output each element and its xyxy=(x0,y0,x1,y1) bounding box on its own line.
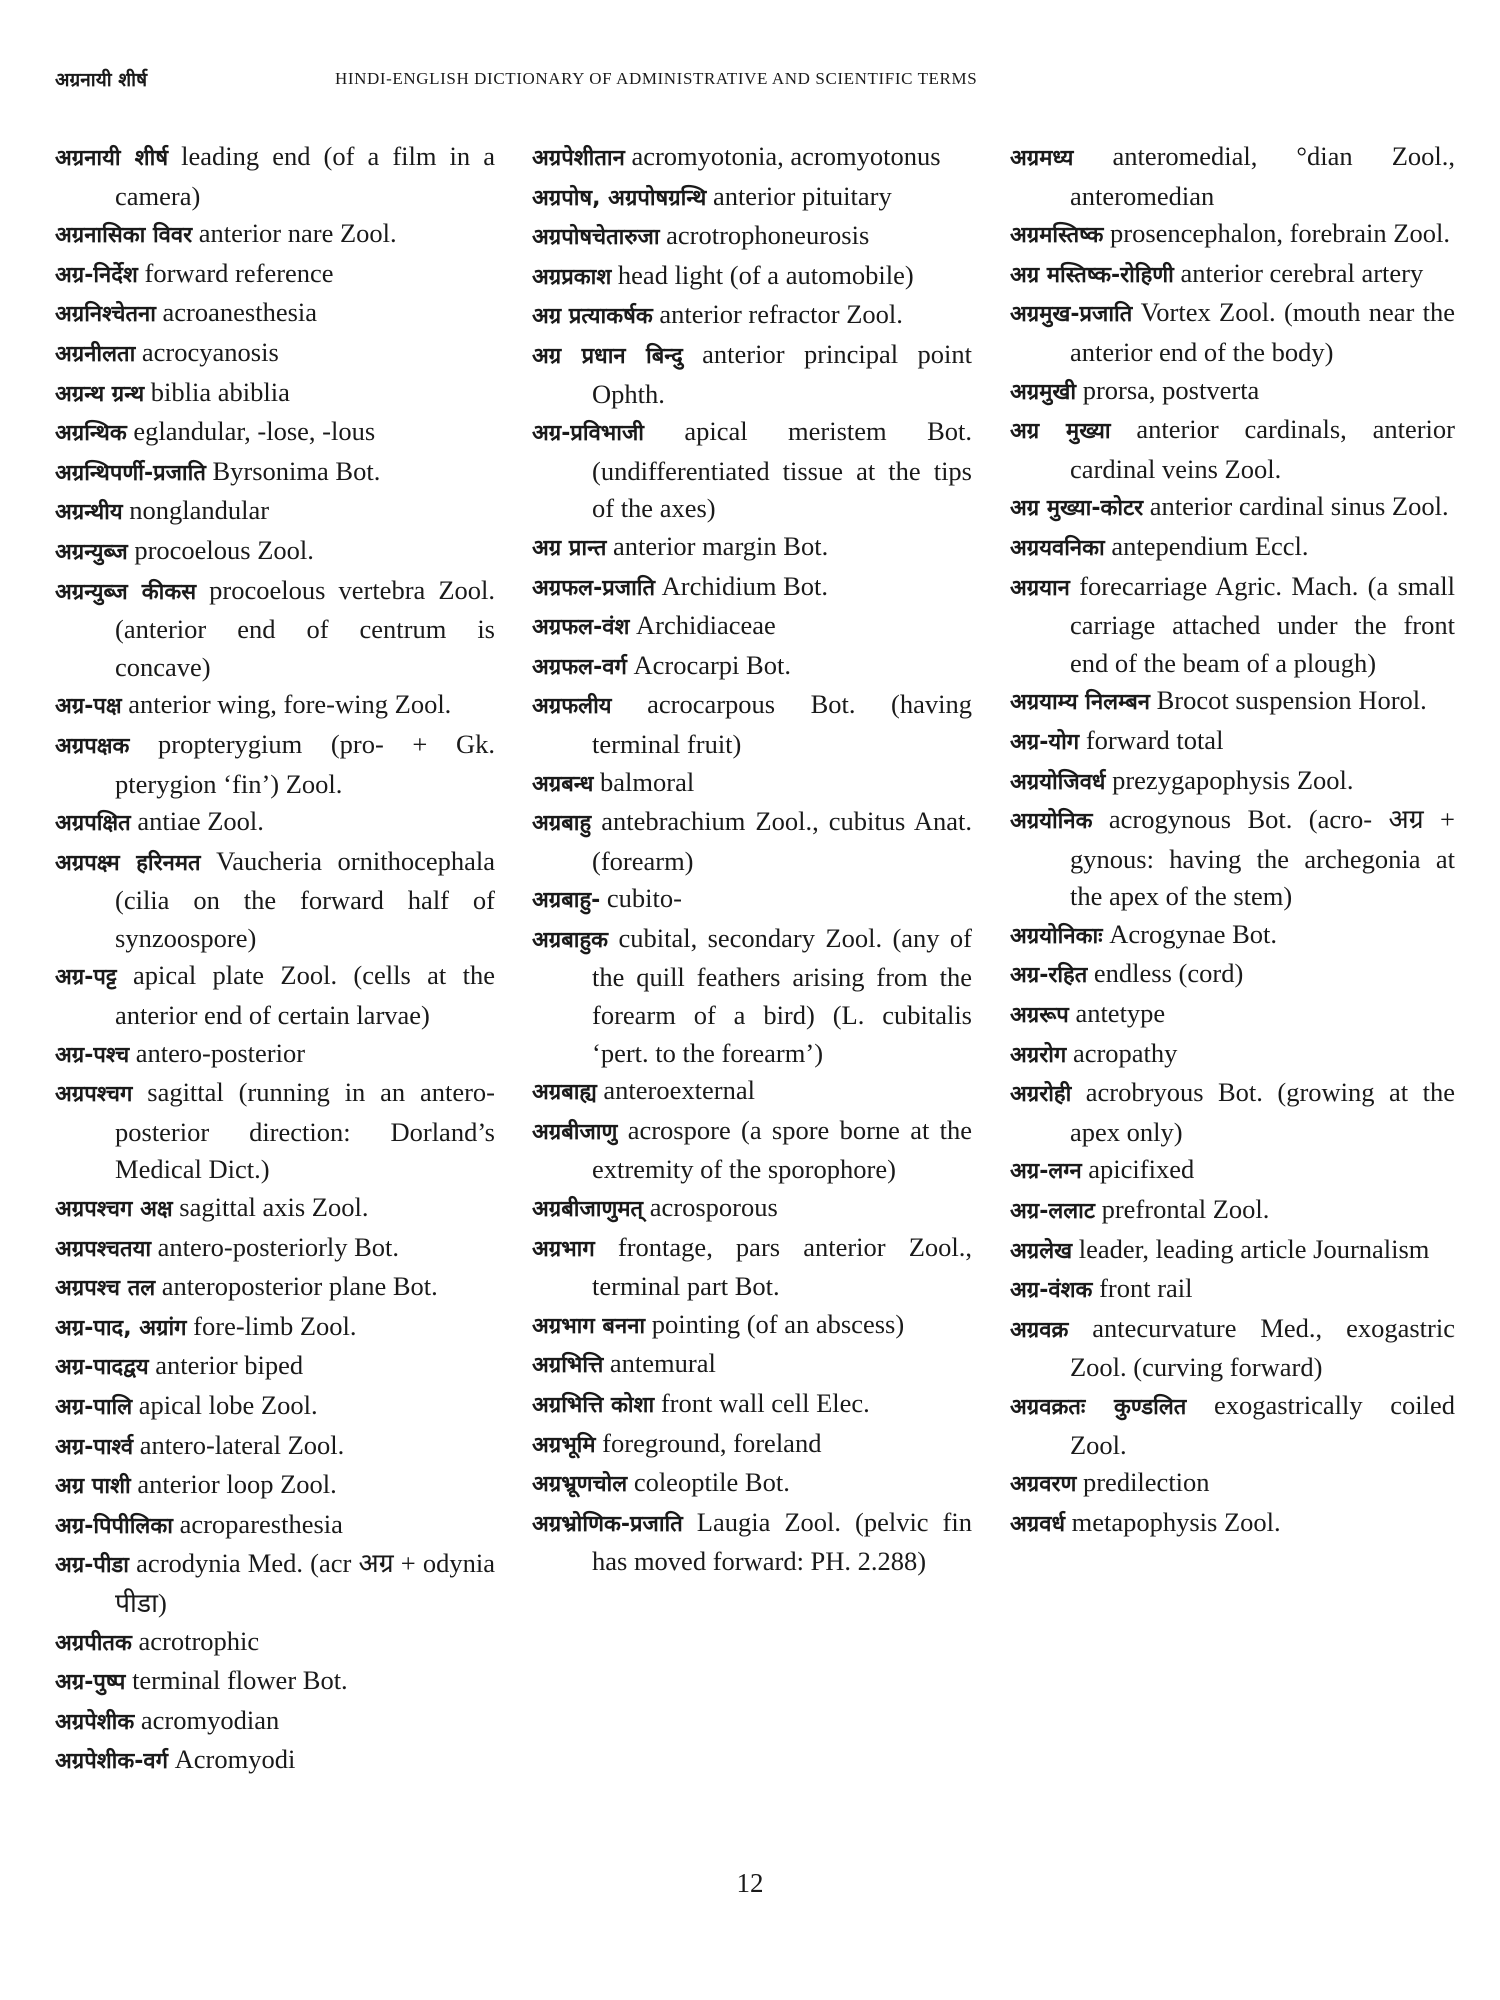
entry-headword: अग्रपक्ष्म हरिनमत xyxy=(55,850,201,876)
dictionary-entry xyxy=(55,726,495,803)
entry-headword: अग्र-निर्देश xyxy=(55,262,138,288)
dictionary-entry xyxy=(532,138,972,178)
entry-headword: अग्र-प्रविभाजी xyxy=(532,421,644,447)
dictionary-entry xyxy=(55,215,495,255)
entry-headword: अग्रयोजिवर्ध xyxy=(1010,769,1106,795)
entry-definition: antetype xyxy=(1075,998,1166,1029)
entry-definition: forward total xyxy=(1085,724,1224,755)
dictionary-entry xyxy=(1010,488,1455,528)
dictionary-entry xyxy=(532,413,972,528)
entry-headword: अग्रबन्ध xyxy=(532,771,594,797)
dictionary-entry xyxy=(55,1189,495,1229)
dictionary-entry xyxy=(55,138,495,215)
entry-definition: anterior cardinals, anterior cardinal veins Zool. xyxy=(1070,414,1455,484)
entry-headword: अग्रबाहु xyxy=(532,811,592,837)
entry-definition: Vaucheria ornithocephala (cilia on the forward half of synzoospore) xyxy=(115,845,495,953)
entry-headword: अग्रफल-प्रजाति xyxy=(532,575,656,601)
entry-headword: अग्ररोग xyxy=(1010,1042,1067,1068)
entry-headword: अग्रपोष, अग्रपोषग्रन्थि xyxy=(532,185,707,211)
entry-definition: acrospore (a spore borne at the extremity of the sporophore) xyxy=(592,1114,972,1185)
entry-headword: अग्रनिश्चेतना xyxy=(55,302,156,328)
entry-headword: अग्रयवनिका xyxy=(1010,535,1105,561)
entry-definition: head light (of a automobile) xyxy=(617,259,914,290)
dictionary-entry xyxy=(532,1306,972,1346)
dictionary-entry xyxy=(532,1112,972,1189)
dictionary-entry xyxy=(1010,916,1455,956)
entry-headword: अग्र-वंशक xyxy=(1010,1278,1093,1304)
entry-definition: front rail xyxy=(1099,1273,1193,1304)
entry-definition: leading end (of a film in a camera) xyxy=(115,141,495,211)
header-headword: अग्रनायी शीर्ष xyxy=(55,69,148,91)
entry-definition: antero-lateral Zool. xyxy=(139,1429,345,1460)
entry-definition: leader, leading article Journalism xyxy=(1078,1233,1430,1264)
dictionary-entry xyxy=(55,255,495,295)
entry-definition: antiae Zool. xyxy=(137,806,264,837)
dictionary-entry xyxy=(532,1464,972,1504)
entry-definition: antero-posteriorly Bot. xyxy=(157,1231,400,1262)
dictionary-entry xyxy=(55,1308,495,1348)
entry-definition: Brocot suspension Horol. xyxy=(1156,685,1427,716)
entry-definition: prefrontal Zool. xyxy=(1101,1194,1270,1225)
entry-definition: coleoptile Bot. xyxy=(633,1467,790,1498)
entry-definition: anterior pituitary xyxy=(712,180,892,211)
entry-definition: acrotrophoneurosis xyxy=(666,220,870,251)
entry-headword: अग्रपोषचेतारुजा xyxy=(532,225,660,251)
dictionary-entry xyxy=(532,880,972,920)
entry-definition: front wall cell Elec. xyxy=(660,1388,870,1418)
dictionary-entry xyxy=(532,336,972,413)
entry-headword: अग्रमस्तिष्क xyxy=(1010,223,1104,249)
entry-headword: अग्रनासिका विवर xyxy=(55,223,193,249)
entry-definition: acromyotonia, acromyotonus xyxy=(631,141,941,171)
entry-definition: eglandular, -lose, -lous xyxy=(133,416,376,447)
dictionary-entry xyxy=(55,572,495,687)
entry-definition: apical plate Zool. (cells at the anterior end of certain larvae) xyxy=(115,960,495,1031)
entry-headword: अग्र-पालि xyxy=(55,1395,133,1420)
entry-headword: अग्रयोनिकाः xyxy=(1010,923,1103,949)
entry-headword: अग्रलेख xyxy=(1010,1238,1073,1264)
entry-definition: anterior principal point Ophth. xyxy=(592,338,972,409)
entry-headword: अग्रपीतक xyxy=(55,1630,132,1656)
entry-headword: अग्रभ्रोणिक-प्रजाति xyxy=(532,1511,683,1537)
entry-headword: अग्रफल-वर्ग xyxy=(532,654,627,680)
entry-definition: Vortex Zool. (mouth near the anterior end of the body) xyxy=(1070,297,1456,367)
entry-definition: sagittal (running in an antero-posterior direction: Dorland’s Medical Dict.) xyxy=(115,1077,495,1185)
dictionary-entry xyxy=(1010,528,1455,568)
dictionary-entry xyxy=(55,1741,495,1781)
entry-definition: prosencephalon, forebrain Zool. xyxy=(1110,218,1450,249)
dictionary-entry xyxy=(1010,722,1455,762)
entry-definition: apical meristem Bot. (undifferentiated tissue at the tips of the axes) xyxy=(592,416,972,524)
dictionary-entry xyxy=(1010,138,1455,215)
entry-definition: Acrocarpi Bot. xyxy=(633,649,791,680)
dictionary-entry xyxy=(55,1387,495,1427)
header-title: HINDI-ENGLISH DICTIONARY OF ADMINISTRATIVE AND SCIENTIFIC TERMS xyxy=(335,69,978,88)
entry-headword: अग्रबीजाणु xyxy=(532,1119,618,1145)
dictionary-entry xyxy=(1010,411,1455,488)
entry-definition: propterygium (pro- + Gk. pterygion ‘fin’) Zool. xyxy=(115,728,495,799)
entry-headword: अग्रपश्चतया xyxy=(55,1236,152,1262)
dictionary-entry xyxy=(55,1662,495,1702)
entry-headword: अग्रवरण xyxy=(1010,1472,1077,1498)
entry-definition: anterior refractor Zool. xyxy=(659,299,903,330)
entry-definition: endless (cord) xyxy=(1093,958,1244,989)
entry-definition: acroanesthesia xyxy=(162,297,318,328)
dictionary-entry xyxy=(1010,372,1455,412)
column-1 xyxy=(55,138,495,1781)
entry-definition: acrogynous Bot. (acro- अग्र + gynous: having the archegonia at the apex of the stem) xyxy=(1070,804,1456,912)
dictionary-entry xyxy=(532,296,972,336)
entry-headword: अग्रबाहुक xyxy=(532,927,609,953)
entry-definition: acrosporous xyxy=(649,1192,778,1223)
dictionary-entry xyxy=(532,528,972,568)
dictionary-entry xyxy=(55,413,495,453)
entry-headword: अग्रवर्ध xyxy=(1010,1511,1065,1537)
dictionary-entry xyxy=(532,1345,972,1385)
entry-headword: अग्र-पादद्वय xyxy=(55,1355,149,1381)
entry-headword: अग्रभित्ति xyxy=(532,1353,604,1379)
entry-definition: predilection xyxy=(1082,1467,1210,1498)
entry-headword: अग्रपश्चग अक्ष xyxy=(55,1197,173,1223)
entry-definition: Archidiaceae xyxy=(636,610,776,641)
entry-definition: anterior margin Bot. xyxy=(613,530,829,561)
entry-headword: अग्र प्रत्याकर्षक xyxy=(532,304,653,330)
dictionary-entry xyxy=(532,1385,972,1425)
dictionary-entry xyxy=(55,1035,495,1075)
dictionary-entry xyxy=(1010,1310,1455,1387)
entry-definition: apical lobe Zool. xyxy=(138,1390,318,1420)
entry-headword: अग्रवक्र xyxy=(1010,1317,1069,1343)
entry-headword: अग्रमध्य xyxy=(1010,146,1074,171)
entry-headword: अग्र-ललाट xyxy=(1010,1199,1095,1225)
dictionary-entry xyxy=(55,1074,495,1189)
entry-headword: अग्ररूप xyxy=(1010,1003,1069,1029)
entry-headword: अग्र पाशी xyxy=(55,1474,131,1500)
entry-definition: anterior biped xyxy=(155,1350,304,1381)
entry-headword: अग्रवक्रतः कुण्डलित xyxy=(1010,1395,1187,1420)
dictionary-entry xyxy=(55,1545,495,1622)
dictionary-entry xyxy=(55,334,495,374)
entry-headword: अग्रबीजाणुमत् xyxy=(532,1197,644,1223)
column-2 xyxy=(532,138,972,1581)
entry-headword: अग्रयोनिक xyxy=(1010,809,1093,835)
dictionary-entry xyxy=(532,568,972,608)
entry-definition: procoelous vertebra Zool. (anterior end of centrum is concave) xyxy=(115,574,495,682)
entry-headword: अग्र-पाद, अग्रांग xyxy=(55,1315,187,1341)
entry-headword: अग्र-पिपीलिका xyxy=(55,1513,173,1539)
dictionary-entry xyxy=(532,217,972,257)
column-3 xyxy=(1010,138,1455,1543)
dictionary-entry xyxy=(55,532,495,572)
entry-headword: अग्र प्रान्त xyxy=(532,535,607,561)
entry-definition: anterior nare Zool. xyxy=(198,218,397,249)
dictionary-entry xyxy=(532,803,972,880)
entry-headword: अग्र मुख्या-कोटर xyxy=(1010,496,1144,522)
entry-definition: acrobryous Bot. (growing at the apex only) xyxy=(1070,1077,1455,1147)
dictionary-entry xyxy=(55,1347,495,1387)
dictionary-entry xyxy=(1010,1151,1455,1191)
entry-headword: अग्रयान xyxy=(1010,575,1070,601)
dictionary-entry xyxy=(55,1229,495,1269)
dictionary-entry xyxy=(1010,215,1455,255)
dictionary-entry xyxy=(1010,1074,1455,1151)
dictionary-entry xyxy=(532,920,972,1072)
dictionary-entry xyxy=(532,607,972,647)
entry-headword: अग्रपेशीक xyxy=(55,1709,135,1735)
entry-definition: procoelous Zool. xyxy=(134,534,314,565)
entry-definition: sagittal axis Zool. xyxy=(179,1192,369,1223)
dictionary-entry xyxy=(55,1623,495,1663)
entry-definition: antemural xyxy=(609,1348,716,1379)
dictionary-entry xyxy=(532,257,972,297)
entry-headword: अग्रप्रकाश xyxy=(532,264,612,290)
entry-headword: अग्रपक्षक xyxy=(55,733,130,759)
entry-headword: अग्रभ्रूणचोल xyxy=(532,1472,628,1498)
entry-headword: अग्रपक्षित xyxy=(55,811,131,837)
dictionary-entry xyxy=(1010,955,1455,995)
entry-headword: अग्र-पीडा xyxy=(55,1553,130,1579)
entry-headword: अग्रमुखी xyxy=(1010,379,1077,405)
entry-definition: anterior cerebral artery xyxy=(1180,257,1424,288)
entry-definition: antecurvature Med., exogastric Zool. (curving forward) xyxy=(1070,1312,1455,1383)
entry-headword: अग्रबाह्य xyxy=(532,1080,597,1106)
entry-headword: अग्रन्थिक xyxy=(55,421,127,447)
entry-headword: अग्र-लग्न xyxy=(1010,1159,1082,1185)
entry-headword: अग्रफल-वंश xyxy=(532,615,630,641)
entry-definition: acroparesthesia xyxy=(179,1508,343,1539)
entry-headword: अग्र प्रधान बिन्दु xyxy=(532,343,683,369)
dictionary-entry xyxy=(1010,1231,1455,1271)
entry-definition: fore-limb Zool. xyxy=(193,1310,357,1341)
entry-definition: acrocyanosis xyxy=(141,336,279,367)
dictionary-entry xyxy=(532,764,972,804)
dictionary-entry xyxy=(532,1189,972,1229)
entry-headword: अग्रन्थ ग्रन्थ xyxy=(55,381,145,407)
entry-definition: Laugia Zool. (pelvic fin has moved forward: PH. 2.288) xyxy=(592,1506,972,1577)
entry-definition: anterior loop Zool. xyxy=(137,1469,337,1500)
dictionary-entry xyxy=(55,686,495,726)
dictionary-entry xyxy=(1010,995,1455,1035)
entry-definition: acromyodian xyxy=(140,1704,280,1735)
dictionary-entry xyxy=(532,647,972,687)
entry-definition: anteroposterior plane Bot. xyxy=(161,1271,438,1302)
entry-headword: अग्रभूमि xyxy=(532,1432,596,1458)
entry-definition: exogastrically coiled Zool. xyxy=(1070,1390,1455,1460)
dictionary-entry xyxy=(532,1229,972,1306)
dictionary-entry xyxy=(55,453,495,493)
dictionary-entry xyxy=(55,294,495,334)
dictionary-entry xyxy=(55,803,495,843)
dictionary-entry xyxy=(55,1427,495,1467)
dictionary-entry xyxy=(55,1466,495,1506)
entry-headword: अग्रभाग बनना xyxy=(532,1313,646,1339)
entry-definition: Archidium Bot. xyxy=(661,570,828,601)
entry-headword: अग्रमुख-प्रजाति xyxy=(1010,302,1133,328)
entry-definition: anteroexternal xyxy=(603,1075,755,1106)
dictionary-entry xyxy=(1010,1191,1455,1231)
entry-definition: acrodynia Med. (acr अग्र + odynia पीडा) xyxy=(115,1548,496,1618)
entry-headword: अग्र-पट्ट xyxy=(55,965,117,991)
dictionary-entry xyxy=(55,957,495,1034)
entry-definition: frontage, pars anterior Zool., terminal part Bot. xyxy=(592,1231,973,1302)
dictionary-entry xyxy=(1010,801,1455,916)
entry-headword: अग्रन्युब्ज कीकस xyxy=(55,579,197,605)
entry-definition: apicifixed xyxy=(1088,1154,1195,1185)
entry-headword: अग्रयाम्य निलम्बन xyxy=(1010,690,1150,716)
entry-headword: अग्र-योग xyxy=(1010,729,1080,755)
entry-headword: अग्र-रहित xyxy=(1010,963,1088,989)
entry-definition: metapophysis Zool. xyxy=(1071,1506,1281,1537)
dictionary-entry xyxy=(1010,1035,1455,1075)
dictionary-entry xyxy=(55,1702,495,1742)
entry-definition: cubital, secondary Zool. (any of the quill feathers arising from the forearm of a bird) (L. cubitalis ‘pert. to the forearm’) xyxy=(592,922,972,1068)
entry-definition: forecarriage Agric. Mach. (a small carriage attached under the front end of the beam of a plough) xyxy=(1070,570,1456,678)
entry-definition: nonglandular xyxy=(129,495,270,526)
entry-definition: forward reference xyxy=(144,257,334,288)
entry-definition: balmoral xyxy=(600,766,695,797)
entry-definition: acrocarpous Bot. (having terminal fruit) xyxy=(592,689,973,759)
entry-headword: अग्रबाहु- xyxy=(532,888,601,914)
running-header xyxy=(55,66,1175,98)
entry-definition: anterior wing, fore-wing Zool. xyxy=(128,689,452,720)
dictionary-entry xyxy=(55,374,495,414)
entry-definition: acrotrophic xyxy=(138,1625,260,1656)
entry-headword: अग्र-पश्च xyxy=(55,1042,130,1068)
entry-headword: अग्र-पार्श्व xyxy=(55,1434,134,1460)
entry-definition: anterior cardinal sinus Zool. xyxy=(1149,491,1449,522)
dictionary-entry xyxy=(1010,1387,1455,1464)
entry-headword: अग्रपेशीक-वर्ग xyxy=(55,1749,169,1775)
entry-headword: अग्रन्थीय xyxy=(55,500,123,526)
entry-headword: अग्रनायी शीर्ष xyxy=(55,146,169,171)
entry-headword: अग्र मस्तिष्क-रोहिणी xyxy=(1010,262,1174,288)
dictionary-entry xyxy=(55,1268,495,1308)
dictionary-entry xyxy=(1010,682,1455,722)
entry-definition: pointing (of an abscess) xyxy=(651,1308,905,1339)
entry-headword: अग्रन्युब्ज xyxy=(55,539,128,565)
entry-definition: Acromyodi xyxy=(174,1744,296,1775)
entry-definition: foreground, foreland xyxy=(602,1427,822,1458)
dictionary-entry xyxy=(1010,1464,1455,1504)
dictionary-entry xyxy=(532,1504,972,1581)
entry-headword: अग्र-पुष्प xyxy=(55,1670,126,1696)
dictionary-entry xyxy=(532,1072,972,1112)
entry-headword: अग्रन्थिपर्णी-प्रजाति xyxy=(55,460,206,486)
dictionary-entry xyxy=(1010,1270,1455,1310)
entry-definition: anteromedial, °dian Zool., anteromedian xyxy=(1070,141,1455,211)
page-number: 12 xyxy=(736,1868,764,1898)
dictionary-entry xyxy=(1010,568,1455,683)
dictionary-entry xyxy=(532,178,972,218)
entry-definition: Byrsonima Bot. xyxy=(212,455,381,486)
entry-definition: prezygapophysis Zool. xyxy=(1112,764,1354,795)
dictionary-entry xyxy=(1010,294,1455,371)
entry-definition: acropathy xyxy=(1072,1037,1178,1068)
entry-definition: biblia abiblia xyxy=(150,376,290,407)
dictionary-entry xyxy=(532,686,972,763)
dictionary-entry xyxy=(1010,255,1455,295)
dictionary-entry xyxy=(55,843,495,958)
dictionary-entry xyxy=(1010,1504,1455,1544)
entry-headword: अग्र मुख्या xyxy=(1010,419,1111,445)
entry-headword: अग्ररोही xyxy=(1010,1082,1072,1108)
entry-headword: अग्रपश्चग xyxy=(55,1082,133,1108)
entry-definition: antebrachium Zool., cubitus Anat. (forearm) xyxy=(592,806,972,876)
dictionary-entry xyxy=(1010,762,1455,802)
entry-definition: terminal flower Bot. xyxy=(132,1665,348,1696)
entry-headword: अग्रभित्ति कोशा xyxy=(532,1393,655,1418)
entry-definition: Acrogynae Bot. xyxy=(1109,918,1278,949)
entry-headword: अग्रनीलता xyxy=(55,341,136,367)
entry-headword: अग्रभाग xyxy=(532,1236,595,1262)
entry-definition: prorsa, postverta xyxy=(1082,374,1260,405)
entry-headword: अग्रफलीय xyxy=(532,694,612,720)
entry-definition: antependium Eccl. xyxy=(1111,530,1309,561)
entry-headword: अग्र-पक्ष xyxy=(55,694,122,720)
entry-definition: antero-posterior xyxy=(135,1037,306,1068)
dictionary-entry xyxy=(532,1425,972,1465)
entry-definition: cubito- xyxy=(606,883,682,914)
dictionary-entry xyxy=(55,492,495,532)
entry-headword: अग्रपेशीतान xyxy=(532,146,625,171)
dictionary-entry xyxy=(55,1506,495,1546)
entry-headword: अग्रपश्च तल xyxy=(55,1276,156,1302)
